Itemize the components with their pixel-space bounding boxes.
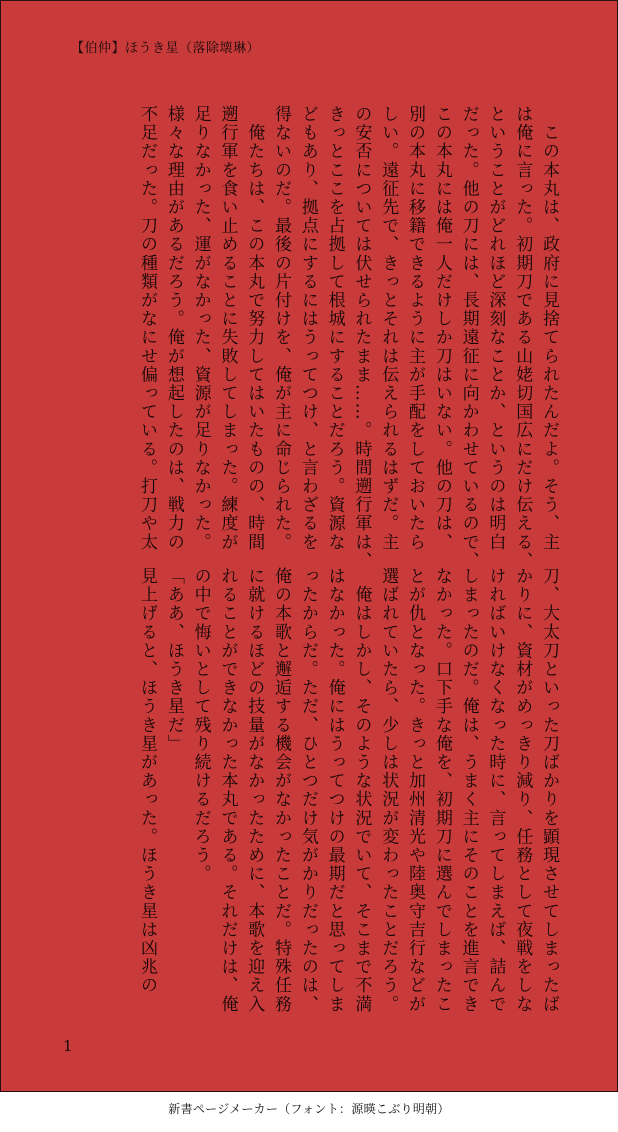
page-number: 1 bbox=[63, 1037, 73, 1055]
footer-credit: 新書ページメーカー（フォント：源暎こぶり明朝） bbox=[168, 1102, 450, 1116]
body-text-upper: この本丸は、政府に見捨てられたんだよ。そう、主 は俺に言った。初期刀である山姥切国広にだけ伝える、 ということがどれほど深刻なことか、というのは明白 だった。他の刀には、長期遠征に向かわせているので、 この本丸には俺一人だけしか刀はいない。他の刀は、 別の本丸に移籍できるように主が手配をしておいたら しい。遠征先で、きっとそれは伝えられるはずだ。主 の安否については伏せられたまま……。時間遡行軍は、 きっとここを占拠して根城にすることだろう。資源な どもあり、拠点にするにはうってつけ、と言わざるを 得ないのだ。最後の片付けを、俺が主に命じられた。 俺たちは、この本丸で努力してはいたものの、時間 遡行軍を食い止めることに失敗してしまった。練度が 足りなかった、運がなかった、資源が足りなかった。 様々な理由があるだろう。俺が想起したのは、戦力の 不足だった。刀の種類がなにせ偏っている。打刀や太 bbox=[137, 105, 559, 570]
body-text-lower: 刀、大太刀といった刀ばかりを顕現させてしまったば かりに、資材がめっきり減り、任務として夜戦をしな ければいけなくなった時に、言ってしまえば、詰んで しまったのだ。俺は、うまく主にそのことを進言でき なかった。口下手な俺を、初期刀に選んでしまったこ とが仇となった。きっと加州清光や陸奥守吉行などが 選ばれていたら、少しは状況が変わったことだろう。 俺はしかし、そのような状況でいて、そこまで不満 はなかった。俺にはうってつけの最期だと思ってしま ったからだ。ただ、ひとつだけ気がかりだったのは、 俺の本歌と邂逅する機会がなかったことだ。特殊任務 に就けるほどの技量がなかったために、本歌を迎え入 れることができなかった本丸である。それだけは、俺 の中で悔いとして残り続けるだろう。 「ああ、ほうき星だ」 見上げると、ほうき星があった。ほうき星は凶兆の bbox=[137, 567, 559, 1014]
running-header: 【伯仲】ほうき星（落除壊琳） bbox=[71, 41, 261, 56]
